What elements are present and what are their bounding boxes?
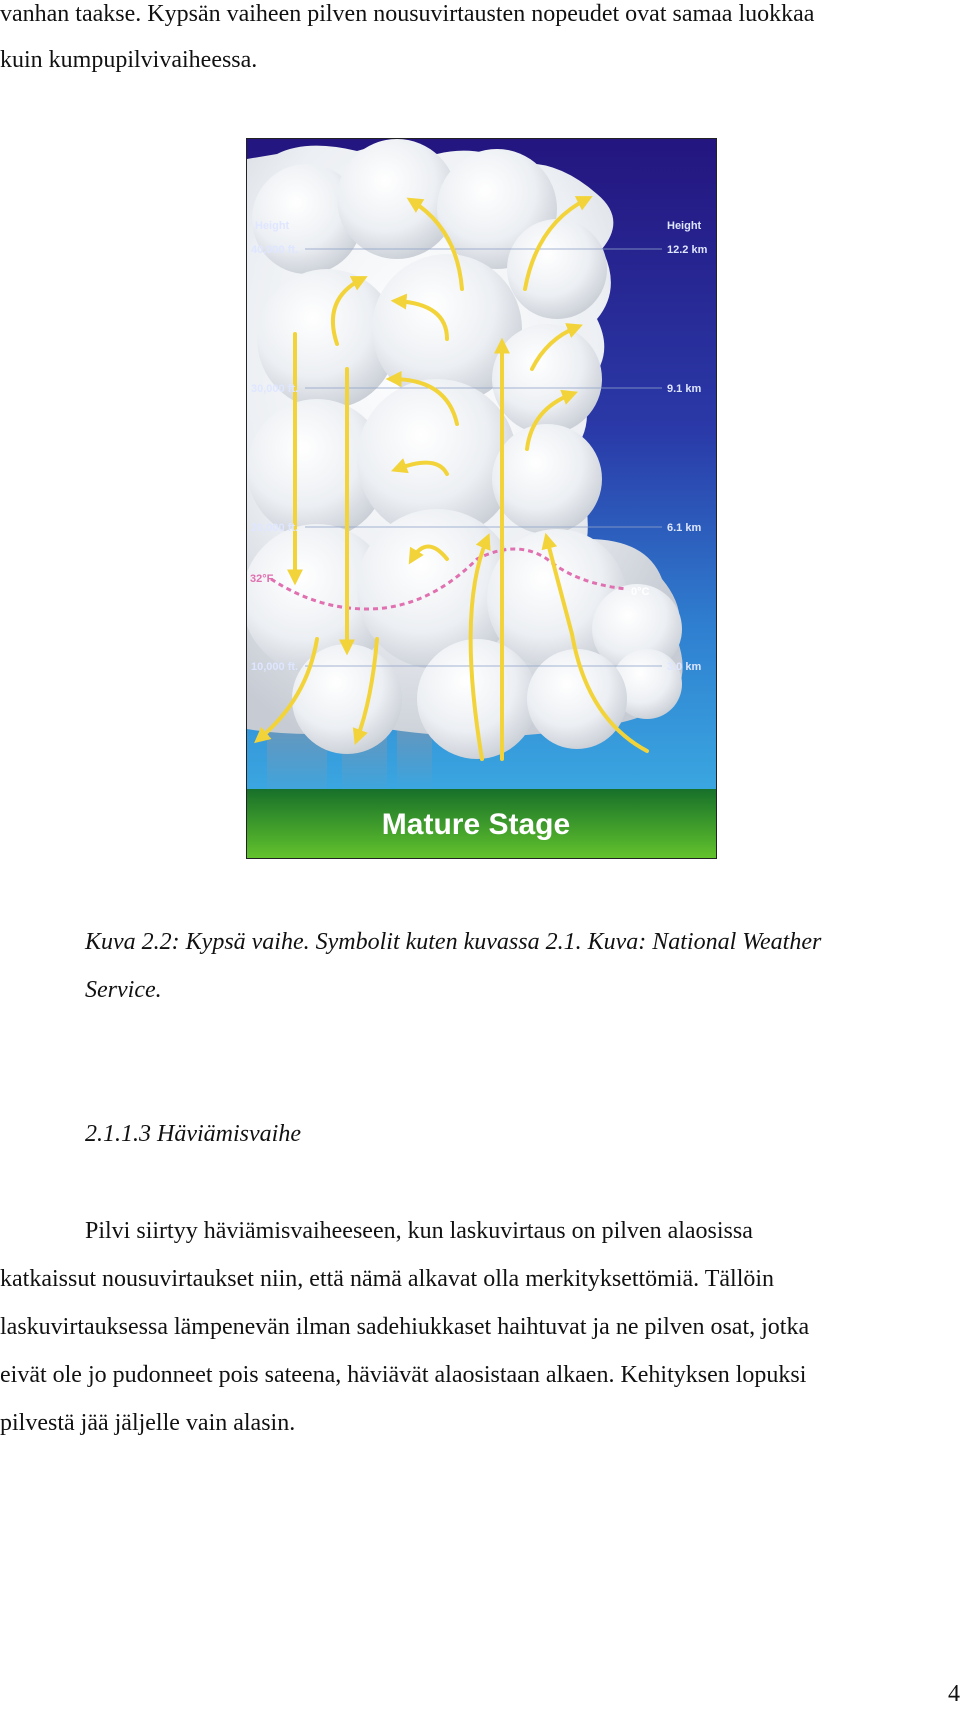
body-paragraph-line-2: katkaissut nousuvirtaukset niin, että nämä alkavat olla merkityksettömiä. Tällöin — [0, 1266, 775, 1292]
mature-stage-figure — [246, 138, 717, 859]
page-number: 4 — [948, 1681, 960, 1707]
body-paragraph-line-3: laskuvirtauksessa lämpenevän ilman sadehiukkaset haihtuvat ja ne pilven osat, jotka — [0, 1314, 810, 1340]
right-tick-12-2: 12.2 km — [667, 244, 708, 256]
top-paragraph-line-1: vanhan taakse. Kypsän vaiheen pilven nousuvirtausten nopeudet ovat samaa luokkaa — [0, 1, 815, 27]
freezing-label-c: 0°C — [631, 586, 650, 598]
figure-caption-line-2: Service. — [85, 977, 162, 1003]
figure-caption-line-1: Kuva 2.2: Kypsä vaihe. Symbolit kuten kuvassa 2.1. Kuva: National Weather — [85, 929, 822, 955]
body-paragraph-line-5: pilvestä jää jäljelle vain alasin. — [0, 1410, 296, 1436]
left-tick-30000: 30,000 ft. — [251, 383, 299, 395]
left-height-heading: Height — [255, 220, 290, 232]
right-tick-3-0: 3.0 km — [667, 661, 702, 673]
top-paragraph-line-2: kuin kumpupilvivaiheessa. — [0, 47, 258, 73]
right-tick-6-1: 6.1 km — [667, 522, 702, 534]
banner-title: Mature Stage — [381, 808, 571, 841]
right-height-heading: Height — [667, 220, 702, 232]
section-heading: 2.1.1.3 Häviämisvaihe — [85, 1121, 301, 1147]
body-paragraph-line-4: eivät ole jo pudonneet pois sateena, häviävät alaosistaan alkaen. Kehityksen lopuksi — [0, 1362, 807, 1388]
right-tick-9-1: 9.1 km — [667, 383, 702, 395]
left-tick-40000: 40,000 ft. — [251, 244, 299, 256]
freezing-label-f: 32°F — [250, 573, 274, 585]
left-tick-20000: 20,000 ft. — [251, 522, 299, 534]
body-paragraph-line-1: Pilvi siirtyy häviämisvaiheeseen, kun laskuvirtaus on pilven alaosissa — [85, 1218, 753, 1244]
left-tick-10000: 10,000 ft. — [251, 661, 299, 673]
